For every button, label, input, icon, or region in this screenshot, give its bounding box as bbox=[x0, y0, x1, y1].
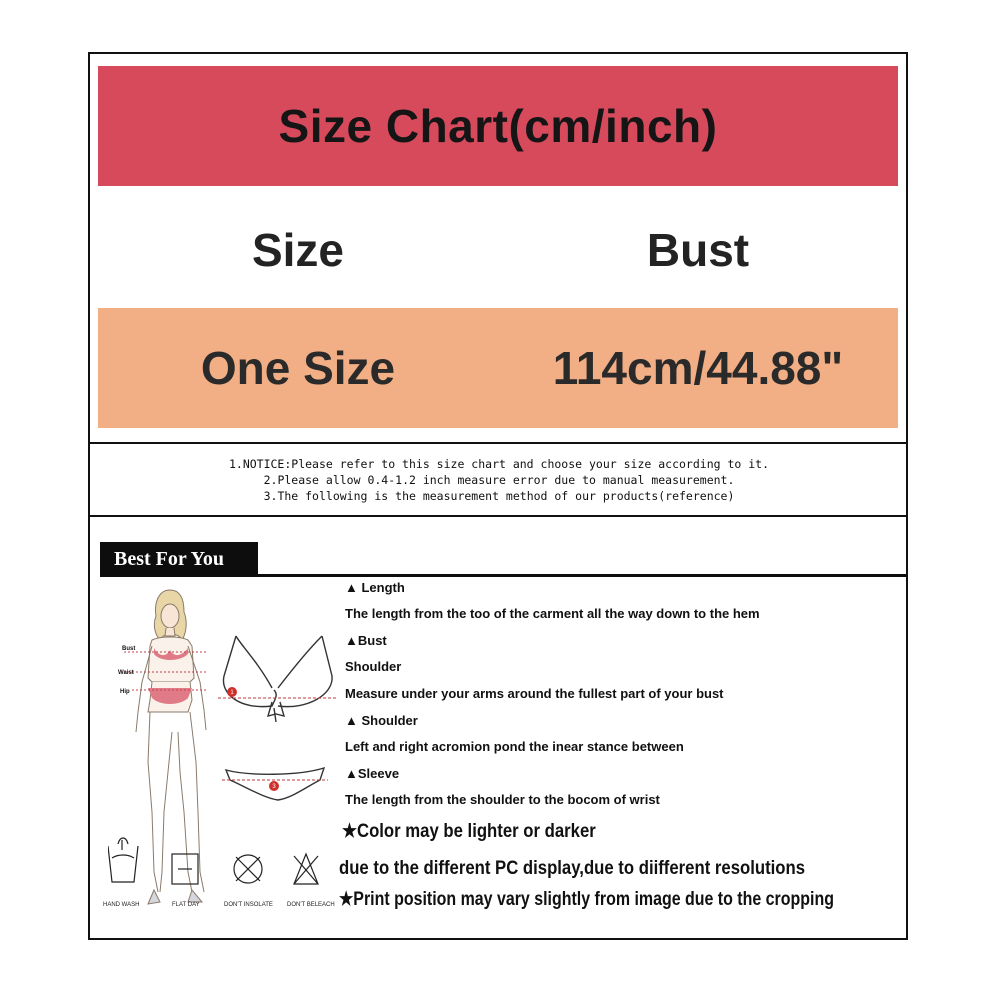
desc-length-text: The length from the too of the carment all the way down to the hem bbox=[345, 606, 760, 621]
best-for-you-tag: Best For You bbox=[100, 542, 258, 576]
marker-3-label: 3 bbox=[272, 784, 276, 790]
header-bust: Bust bbox=[646, 224, 750, 276]
table-row bbox=[98, 308, 898, 428]
notice-line-2: 2.Please allow 0.4-1.2 inch measure error due to manual measurement. bbox=[263, 473, 735, 487]
notice-line-3: 3.The following is the measurement method of our products(reference) bbox=[263, 489, 735, 503]
divider-table bbox=[88, 442, 908, 444]
flat-dry-icon bbox=[172, 854, 198, 884]
page-title: Size Chart(cm/inch) bbox=[278, 100, 718, 152]
measurement-illustration bbox=[108, 582, 336, 914]
header-size: Size bbox=[251, 224, 345, 276]
notice-block bbox=[90, 456, 908, 504]
model-figure-icon bbox=[136, 590, 206, 904]
desc-bust-heading: ▲Bust bbox=[345, 633, 387, 648]
care-label-flat-dry: FLAT DAY bbox=[172, 902, 200, 908]
display-note: due to the different PC display,due to diifferent resolutions bbox=[339, 858, 806, 879]
color-note: ★Color may be lighter or darker bbox=[342, 821, 596, 842]
print-position-note: ★Print position may vary slightly from image due to the cropping bbox=[339, 889, 834, 910]
best-for-you-underline bbox=[100, 574, 906, 577]
table-header-row bbox=[98, 200, 898, 300]
divider-notice bbox=[88, 515, 908, 517]
desc-sleeve-heading: ▲Sleeve bbox=[345, 766, 400, 781]
care-label-dont-bleach: DON'T BELEACH bbox=[287, 902, 335, 908]
marker-1-label: 1 bbox=[230, 690, 234, 696]
cell-bust: 114cm/44.88" bbox=[552, 342, 844, 394]
desc-length-heading: ▲ Length bbox=[345, 580, 405, 595]
size-chart-title-band bbox=[98, 66, 898, 186]
dont-insolate-icon bbox=[234, 855, 262, 883]
hand-wash-icon bbox=[108, 838, 138, 882]
bra-outline-icon bbox=[223, 636, 332, 722]
desc-bust-shoulder: Shoulder bbox=[345, 659, 402, 674]
desc-sleeve-text: The length from the shoulder to the bocom of wrist bbox=[345, 792, 660, 807]
dont-bleach-icon bbox=[294, 854, 318, 884]
bust-label: Bust bbox=[122, 646, 136, 652]
waist-label: Waist bbox=[118, 670, 134, 676]
cell-size: One Size bbox=[200, 342, 396, 394]
desc-shoulder-text: Left and right acromion pond the inear stance between bbox=[345, 739, 684, 754]
desc-bust-text: Measure under your arms around the fullest part of your bust bbox=[345, 686, 724, 701]
care-label-dont-insolate: DON'T INSOLATE bbox=[224, 902, 273, 908]
care-label-hand-wash: HAND WASH bbox=[103, 902, 140, 908]
desc-shoulder-heading: ▲ Shoulder bbox=[345, 713, 418, 728]
hip-label: Hip bbox=[120, 689, 130, 695]
notice-line-1: 1.NOTICE:Please refer to this size chart and choose your size according to it. bbox=[228, 457, 770, 471]
